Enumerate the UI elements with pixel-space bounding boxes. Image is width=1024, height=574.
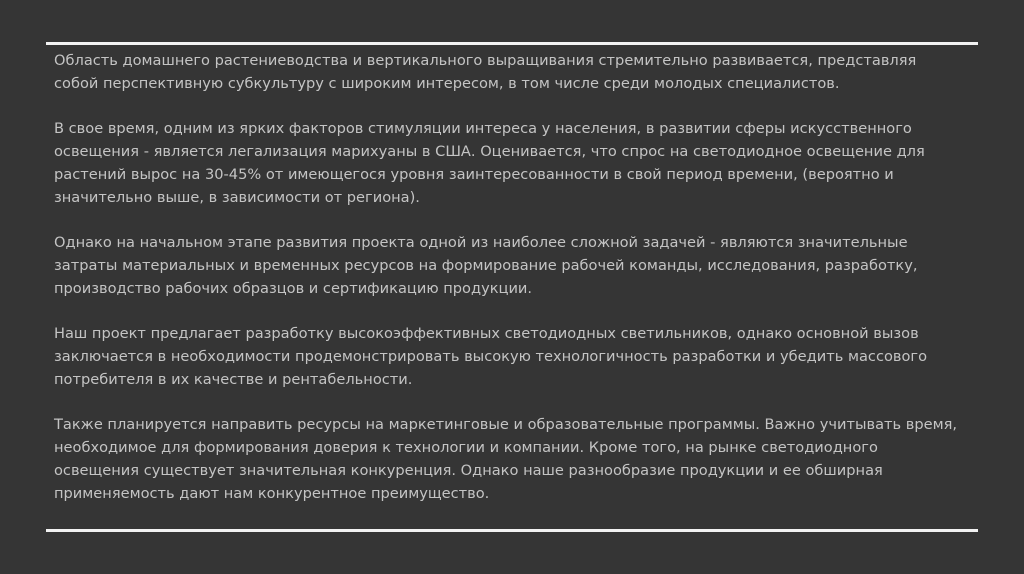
slide-body bbox=[54, 50, 964, 505]
paragraph-4: Наш проект предлагает разработку высокоэффективных светодиодных светильников, однако основной вызов заключается в необходимости продемонстрировать высокую технологичность разработки и убедить массового потребителя в их качестве и рентабельности. bbox=[54, 325, 928, 388]
paragraph-3: Однако на начальном этапе развития проекта одной из наиболее сложной задачей - являются значительные затраты материальных и временных ресурсов на формирование рабочей команды, исследования, разработку, производство рабочих образцов и сертификацию продукции. bbox=[54, 234, 918, 297]
paragraph-2: В свое время, одним из ярких факторов стимуляции интереса у населения, в развитии сферы искусственного освещения - является легализация марихуаны в США. Оценивается, что спрос на светодиодное освещение для растений вырос на 30-45% от имеющегося уровня заинтересованности в свой период времени, (вероятно и значительно выше, в зависимости от региона). bbox=[54, 120, 925, 206]
paragraph-5: Также планируется направить ресурсы на маркетинговые и образовательные программы. Важно учитывать время, необходимое для формирования доверия к технологии и компании. Кроме того, на рынке светодиодного освещения существует значительная конкуренция. Однако наше разнообразие продукции и ее обширная применяемость дают нам конкурентное преимущество. bbox=[54, 416, 958, 502]
paragraph-1: Область домашнего растениеводства и вертикального выращивания стремительно развивается, представляя собой перспективную субкультуру с широким интересом, в том числе среди молодых специалистов. bbox=[54, 52, 917, 92]
bottom-divider bbox=[46, 529, 978, 532]
top-divider bbox=[46, 42, 978, 45]
